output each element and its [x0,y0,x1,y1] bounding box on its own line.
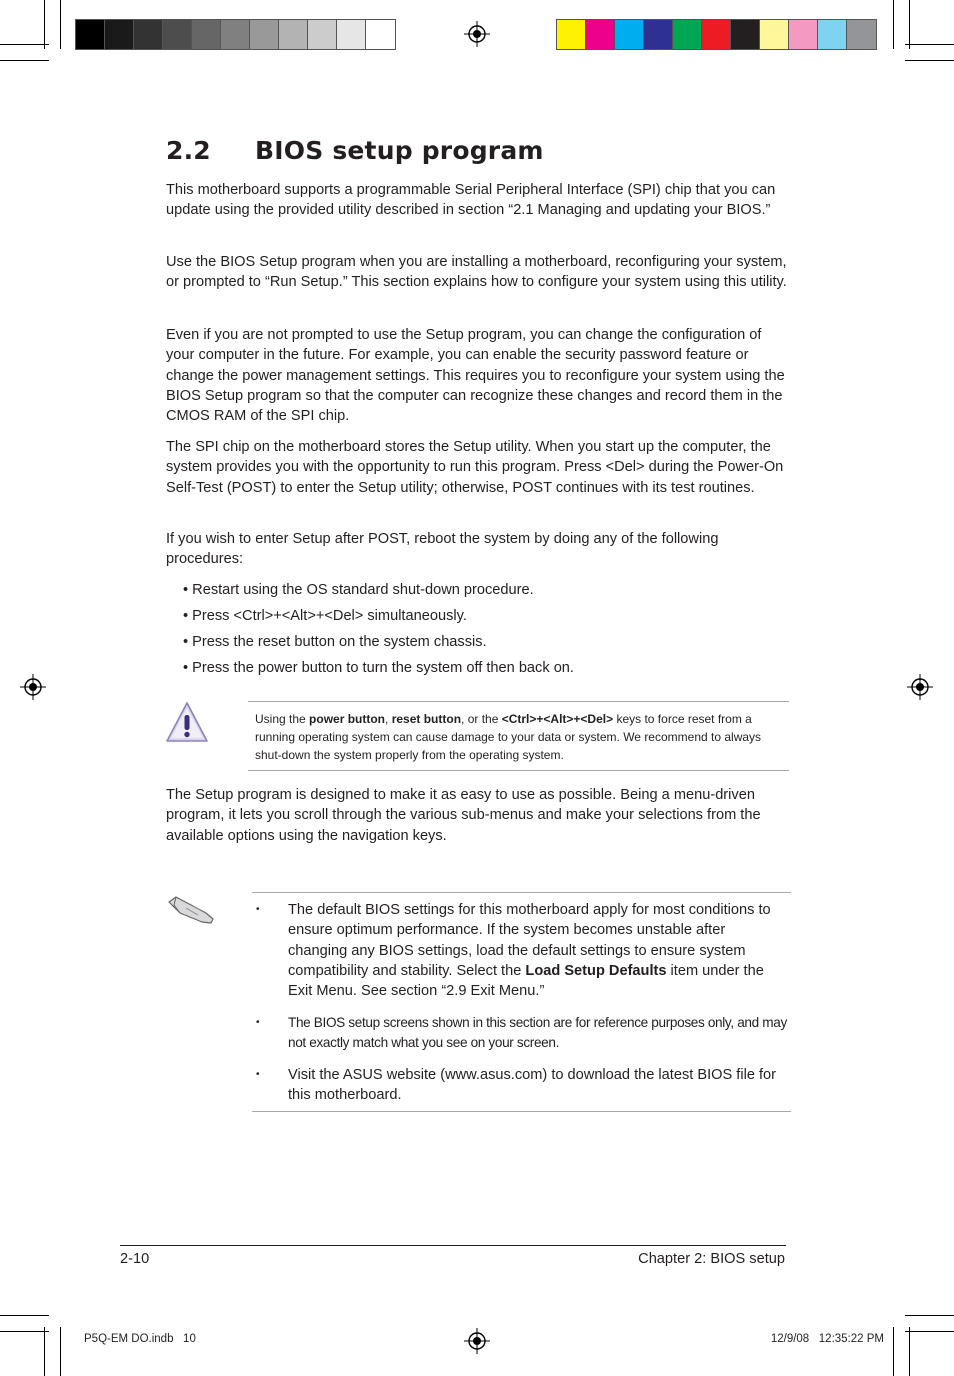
section-number: 2.2 [166,136,211,165]
crop-mark [905,1331,954,1332]
color-swatch [163,20,192,49]
crop-mark [893,1327,894,1376]
callout-divider [252,892,791,893]
color-swatch [366,20,395,49]
callout-divider [248,770,789,771]
color-swatch [586,20,615,49]
paragraph-configuration: Even if you are not prompted to use the Setup program, you can change the configuration of your computer in the future. For example, you can enable the security password feature or change the power management settings. This requires you to reconfigure your system using the BIOS Setup program so that the computer can recognize these changes and record them in the CMOS RAM of the SPI chip. [166,327,785,425]
paragraph-setup-design: The Setup program is designed to make it as easy to use as possible. Being a menu-driven program, it lets you scroll through the various sub-menus and make your selections from the available options using the navigation keys. [166,787,761,844]
section-heading [166,136,544,165]
color-swatch [250,20,279,49]
color-swatch [731,20,760,49]
crop-mark [909,1327,910,1376]
slug-datetime: 12/9/08 12:35:22 PM [770,1333,884,1345]
list-item: • Press the reset button on the system chassis. [183,634,487,650]
note-default-settings: The default BIOS settings for this motherboard apply for most conditions to ensure optimum performance. If the system becomes unstable after changing any BIOS settings, load the default settings to ensure system compatibility and stability. Select the Load Setup Defaults item under the Exit Menu. See section “2.9 Exit Menu.” [288,902,771,1000]
registration-mark-icon [907,674,933,700]
color-swatch [760,20,789,49]
note-bullet: • [256,1069,260,1080]
crop-mark [905,44,954,45]
list-item: • Press <Ctrl>+<Alt>+<Del> simultaneously. [183,608,467,624]
callout-divider [248,701,789,702]
color-swatch [105,20,134,49]
section-title: BIOS setup program [255,136,544,165]
crop-mark [905,60,954,61]
color-swatch [192,20,221,49]
color-swatch [308,20,337,49]
note-bullet: • [256,1017,260,1028]
crop-mark [0,60,49,61]
note-reference-screens: The BIOS setup screens shown in this section are for reference purposes only, and may not exactly match what you see on your screen. [288,1015,787,1051]
warning-triangle-icon [165,700,209,744]
color-swatch [337,20,366,49]
page-number: 2-10 [120,1251,150,1267]
registration-mark-icon [464,21,490,47]
footer-rule [120,1245,786,1246]
color-swatch [615,20,644,49]
list-item: • Press the power button to turn the system off then back on. [183,660,574,676]
color-swatch [134,20,163,49]
callout-divider [252,1111,791,1112]
note-asus-website: Visit the ASUS website (www.asus.com) to download the latest BIOS file for this motherboard. [288,1067,777,1104]
color-swatch [702,20,731,49]
crop-mark [909,0,910,49]
crop-mark [44,1327,45,1376]
color-swatch [673,20,702,49]
crop-mark [60,1327,61,1376]
registration-mark-icon [464,1328,490,1354]
color-swatch [279,20,308,49]
crop-mark [0,1315,49,1316]
gray-calibration-bar [75,19,396,50]
crop-mark [60,0,61,49]
crop-mark [0,44,49,45]
color-swatch [557,20,586,49]
crop-mark [905,1315,954,1316]
crop-mark [44,0,45,49]
warning-text: Using the power button, reset button, or the <Ctrl>+<Alt>+<Del> keys to force reset from a running operating system can cause damage to your data or system. We recommend to always shut-down the system properly from the operating system. [255,712,762,762]
registration-mark-icon [20,674,46,700]
color-swatch [818,20,847,49]
crop-mark [893,0,894,49]
color-swatch [789,20,818,49]
color-swatch [847,20,876,49]
note-bullet: • [256,904,260,915]
note-hand-icon [166,893,216,927]
paragraph-spi-intro: This motherboard supports a programmable Serial Peripheral Interface (SPI) chip that you can update using the provided utility described in section “2.1 Managing and updating your BIOS.” [166,182,776,219]
paragraph-when-to-use: Use the BIOS Setup program when you are installing a motherboard, reconfiguring your system, or prompted to “Run Setup.” This section explains how to configure your system using this utility. [166,254,787,291]
paragraph-spi-chip: The SPI chip on the motherboard stores the Setup utility. When you start up the computer, the system provides you with the opportunity to run this program. Press <Del> during the Power-On Self-Test (POST) to enter the Setup utility; otherwise, POST continues with its test routines. [166,439,784,496]
color-swatch [644,20,673,49]
color-swatch [221,20,250,49]
color-calibration-bar [556,19,877,50]
paragraph-reboot: If you wish to enter Setup after POST, reboot the system by doing any of the following procedures: [166,531,719,568]
chapter-title: Chapter 2: BIOS setup [638,1251,785,1267]
list-item: • Restart using the OS standard shut-down procedure. [183,582,534,598]
slug-filename: P5Q-EM DO.indb 10 [84,1333,196,1345]
color-swatch [76,20,105,49]
crop-mark [0,1331,49,1332]
